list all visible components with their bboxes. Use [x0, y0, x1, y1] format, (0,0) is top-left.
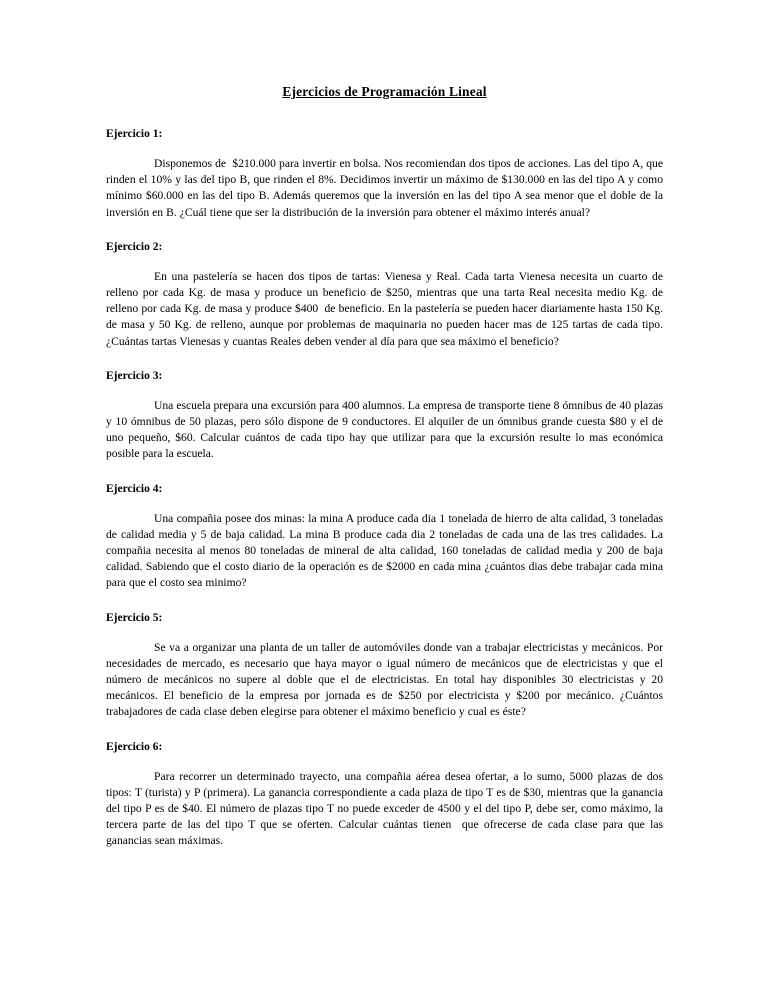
- exercise-1: [106, 126, 666, 221]
- exercise-3-heading: Ejercicio 3:: [106, 369, 163, 382]
- exercise-5-heading: Ejercicio 5:: [106, 611, 163, 624]
- exercise-4-body: Una compañia posee dos minas: la mina A produce cada dia 1 tonelada de hierro de alta calidad, 3 toneladas de calidad media y 5 de baja calidad. La mina B produce cada dia 2 toneladas de cada una de las tres calidades. La compañia necesita al menos 80 toneladas de mineral de alta calidad, 160 toneladas de calidad media y 200 de baja calidad. Sabiendo que el costo diario de la operación es de $2000 en cada mina ¿cuántos dias debe trabajar cada mina para que el costo sea minimo?: [106, 511, 669, 590]
- exercise-3: [106, 368, 666, 463]
- exercise-6-heading: Ejercicio 6:: [106, 740, 163, 753]
- exercise-2-body: En una pastelería se hacen dos tipos de tartas: Vienesa y Real. Cada tarta Vienesa necesita un cuarto de relleno por cada Kg. de masa y produce un beneficio de $250, mientras que una tarta Real necesita medio Kg. de relleno por cada Kg. de masa y produce $400 de beneficio. En la pastelería se pueden hacer diariamente hasta 150 Kg. de masa y 50 Kg. de relleno, aunque por problemas de maquinaria no pueden hacer mas de 125 tartas de cada tipo. ¿Cuántas tartas Vienesas y cuantas Reales deben vender al día para que sea máximo el beneficio?: [106, 269, 666, 348]
- exercise-4: [106, 481, 669, 592]
- exercise-5-body: Se va a organizar una planta de un taller de automóviles donde van a trabajar electricistas y mecánicos. Por necesidades de mercado, es necesario que haya mayor o igual número de mecánicos que de electricistas y que el número de mecánicos no supere al doble que el de electricistas. En total hay disponibles 30 electricistas y 20 mecánicos. El beneficio de la empresa por jornada es de $250 por electricista y $200 por mecánico. ¿Cuántos trabajadores de cada clase deben elegirse para obtener el máximo beneficio y cual es éste?: [106, 640, 666, 719]
- exercise-1-heading: Ejercicio 1:: [106, 128, 163, 140]
- page-title: Ejercicios de Programación Lineal: [282, 84, 487, 99]
- exercise-6-body: Para recorrer un determinado trayecto, una compañia aérea desea ofertar, a lo sumo, 5000 plazas de dos tipos: T (turista) y P (primera). La ganancia correspondiente a cada plaza de tipo T es de $30, mientras que la ganancia del tipo P es de $40. El número de plazas tipo T no puede exceder de 4500 y el del tipo P, debe ser, como máximo, la tercera parte de las del tipo T que se oferten. Calcular cuántas tienen que ofrecerse de cada clase para que las ganancias sean máximas.: [106, 769, 666, 848]
- exercise-5: [106, 610, 666, 721]
- exercise-3-body: Una escuela prepara una excursión para 400 alumnos. La empresa de transporte tiene 8 ómnibus de 40 plazas y 10 ómnibus de 50 plazas, pero sólo dispone de 9 conductores. El alquiler de un ómnibus grande cuesta $80 y el de uno pequeño, $60. Calcular cuántos de cada tipo hay que utilizar para que la excursión resulte lo mas económica posible para la escuela.: [106, 398, 666, 461]
- exercise-2-heading: Ejercicio 2:: [106, 240, 163, 253]
- exercise-1-body: Disponemos de $210.000 para invertir en bolsa. Nos recomiendan dos tipos de acciones. Las del tipo A, que rinden el 10% y las del tipo B, que rinden el 8%. Decidimos invertir un máximo de $130.000 en las del tipo A y como mínimo $60.000 en las del tipo B. Además queremos que la inversión en las del tipo A sea menor que el doble de la inversión en B. ¿Cuál tiene que ser la distribución de la inversión para obtener el máximo interés anual?: [106, 157, 666, 219]
- exercise-6: [106, 739, 666, 850]
- exercise-2: [106, 239, 666, 350]
- exercise-4-heading: Ejercicio 4:: [106, 482, 163, 495]
